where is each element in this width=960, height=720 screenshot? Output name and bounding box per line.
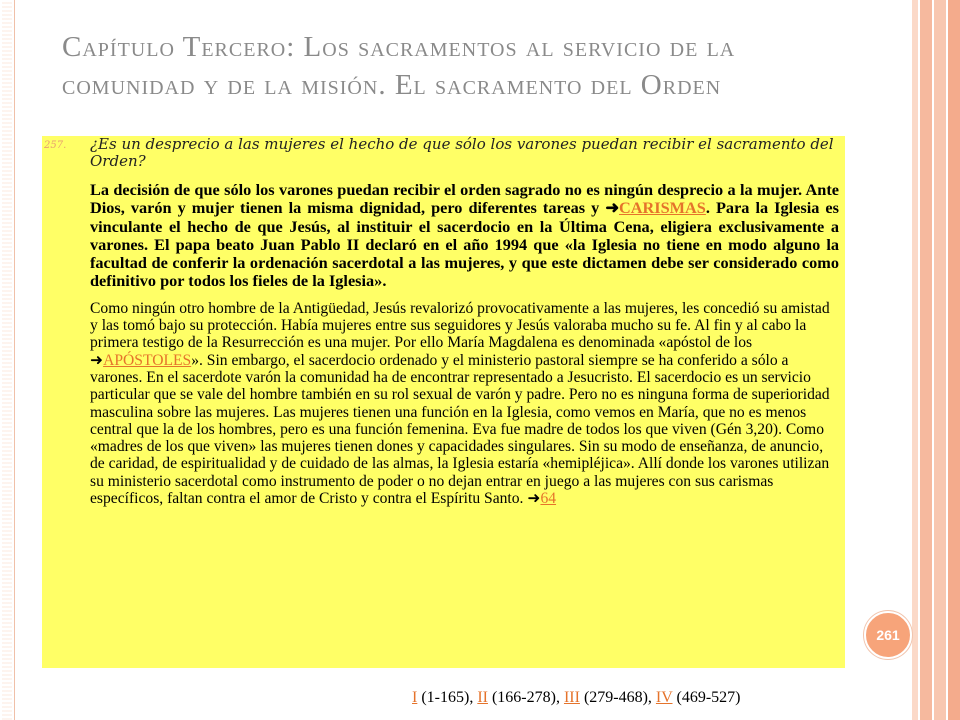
answer-paragraph [90, 181, 839, 291]
section-range-i: (1-165), [417, 689, 478, 706]
section-link-iii[interactable]: III [563, 689, 580, 706]
footer-section-nav [412, 689, 852, 707]
carismas-link[interactable]: CARISMAS [619, 198, 706, 218]
section-link-ii[interactable]: II [477, 689, 488, 706]
arrow-icon: ➜ [527, 490, 541, 508]
question [42, 136, 839, 170]
arrow-icon: ➜ [90, 351, 104, 369]
slide-title: Capítulo Tercero: Los sacramentos al servicio de la comunidad y de la misión. El sacramento del Orden [62, 31, 736, 101]
section-link-iv[interactable]: IV [655, 689, 673, 706]
section-range-iii: (279-468), [579, 689, 656, 706]
question-number: 257. [44, 140, 67, 151]
section-link-i[interactable]: I [412, 689, 418, 706]
right-decorative-stripes [912, 0, 960, 720]
reference-64-link[interactable]: 64 [540, 490, 557, 508]
question-text: ¿Es un desprecio a las mujeres el hecho de que sólo los varones puedan recibir el sacramento del Orden? [90, 135, 834, 170]
section-range-ii: (166-278), [487, 689, 564, 706]
answer-text-start: La decisión de que sólo los varones puedan recibir el orden sagrado no es ningún desprecio a la mujer. Ante Dios, varón y mujer tienen la misma dignidad, pero diferentes tareas y [90, 180, 839, 218]
explanation-text-start: Como ningún otro hombre de la Antigüedad, Jesús revalorizó provocativamente a las mujeres, les concedió su amistad y las tomó bajo su protección. Había mujeres entre sus seguidores y Jesús valoraba mucho su fe. Al fin y al cabo la primera testigo de la Resurrección es una mujer. Por ello María Magdalena es denominada «apóstol de los [90, 299, 830, 352]
arrow-icon: ➜ [605, 198, 620, 218]
answer-text-end: . Para la Iglesia es vinculante el hecho de que Jesús, al instituir el sacerdocio en la Última Cena, eligiera exclusivamente a varones. El papa beato Juan Pablo II declaró en el año 1994 que «la Iglesia no tiene en modo alguno la facultad de conferir la ordenación sacerdotal a las mujeres, y que este dictamen debe ser considerado como definitivo por todos los fieles de la Iglesia». [90, 198, 839, 291]
explanation-paragraph [90, 300, 839, 508]
explanation-text-end: ». Sin embargo, el sacerdocio ordenado y el ministerio pastoral siempre se ha conferido a sólo a varones. En el sacerdote varón la comunidad ha de encontrar representado a Jesucristo. El sacerdocio es un servicio particular que se vale del hombre también en su rol sexual de varón y padre. Pero no es ninguna forma de superioridad masculina sobre las mujeres. Las mujeres tienen una función en la Iglesia, como vemos en María, que no es menos central que la de los hombres, pero es una función femenina. Eva fue madre de todos los que viven (Gén 3,20). Como «madres de los que viven» las mujeres tienen dones y capacidades singulares. Sin su modo de enseñanza, de anuncio, de caridad, de espiritualidad y de cuidado de las almas, la Iglesia estaría «hemipléjica». Allí donde los varones utilizan su ministerio sacerdotal como instrumento de poder o no dejan entrar en juego a las mujeres con sus carismas específicos, faltan contra el amor de Cristo y contra el Espíritu Santo. [90, 351, 830, 508]
apostoles-link[interactable]: APÓSTOLES [103, 351, 192, 369]
page-number-badge: 261 [864, 611, 912, 659]
content-box [42, 136, 845, 668]
section-range-iv: (469-527) [672, 689, 741, 706]
left-decorative-border [0, 0, 15, 720]
